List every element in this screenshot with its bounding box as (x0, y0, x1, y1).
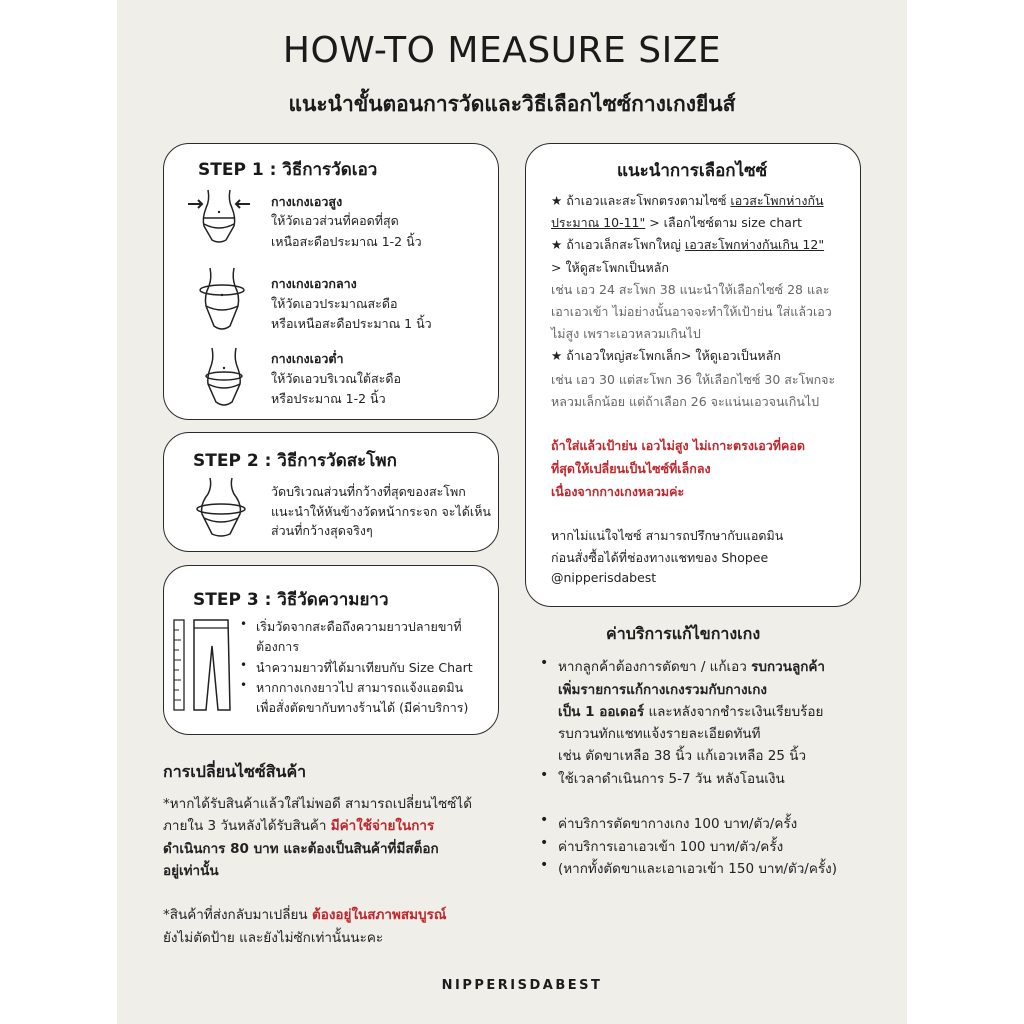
step2-desc-3: ส่วนที่กว้างสุดจริงๆ (271, 523, 373, 538)
step3-bullet-3-l2: เพื่อสั่งตัดขากับทางร้านได้ (มีค่าบริการ) (256, 700, 469, 715)
step3-bullet-3-l1: หากกางเกงยาวไป สามารถแจ้งแอดมิน (256, 680, 464, 695)
service-bullet-1-dot: • (540, 655, 549, 671)
step3-bullet-1-dot: • (240, 617, 248, 631)
service-b1-l3: เป็น 1 ออเดอร์ และหลังจากชำระเงินเรียบร้อย (558, 704, 824, 720)
exchange-p2-l2: ยังไม่ตัดป้าย และยังไม่ซักเท่านั้นนะคะ (163, 930, 384, 946)
page-subtitle: แนะนำขั้นตอนการวัดและวิธีเลือกไซซ์กางเกงยีนส์ (288, 92, 736, 116)
guide-line-9: เช่น เอว 30 แต่สะโพก 36 ให้เลือกไซซ์ 30 สะโพกจะ (551, 372, 836, 387)
mid-waist-title: กางเกงเอวกลาง (271, 276, 357, 291)
step2-title: STEP 2 : วิธีการวัดสะโพก (193, 451, 397, 471)
service-b1-l2: เพิ่มรายการแก้กางเกงรวมกับกางเกง (558, 682, 767, 698)
service-b2: ใช้เวลาดำเนินการ 5-7 วัน หลังโอนเงิน (558, 771, 785, 787)
guide-contact-3: @nipperisdabest (551, 570, 657, 585)
mid-waist-icon (192, 266, 252, 336)
service-bullet-2-dot: • (540, 767, 549, 783)
service-bullet-5-dot: • (540, 857, 549, 873)
guide-warning-3: เนื่องจากกางเกงหลวมค่ะ (551, 484, 685, 499)
high-waist-title: กางเกงเอวสูง (271, 194, 343, 209)
service-b1-l5: เช่น ตัดขาเหลือ 38 นิ้ว แก้เอวเหลือ 25 นิ้ว (558, 748, 807, 764)
exchange-p1-l1: *หากได้รับสินค้าแล้วใส่ไม่พอดี สามารถเปลี่ยนไซซ์ได้ (163, 796, 472, 812)
step3-bullet-1-l1: เริ่มวัดจากสะดือถึงความยาวปลายขาที่ (256, 619, 462, 634)
service-title: ค่าบริการแก้ไขกางเกง (606, 624, 761, 643)
step1-title: STEP 1 : วิธีการวัดเอว (198, 160, 378, 180)
guide-line-4: > ให้ดูสะโพกเป็นหลัก (551, 260, 669, 275)
step3-bullet-2-dot: • (240, 658, 248, 672)
brand-footer: NIPPERISDABEST (441, 978, 603, 993)
service-b1-l1: หากลูกค้าต้องการตัดขา / แก้เอว รบกวนลูกค้า (558, 659, 826, 675)
high-waist-desc-2: เหนือสะดือประมาณ 1-2 นิ้ว (271, 234, 422, 249)
jeans-length-icon (172, 616, 234, 714)
mid-waist-desc-2: หรือเหนือสะดือประมาณ 1 นิ้ว (271, 316, 432, 331)
service-bullet-3-dot: • (540, 812, 549, 828)
guide-line-10: หลวมเล็กน้อย แต่ถ้าเลือก 26 จะแน่นเอวจนเกินไป (551, 394, 820, 409)
guide-line-6: เอาเอวเข้า ไม่อย่างนั้นอาจจะทำให้เป้าย่น ใส่แล้วเอว (551, 304, 832, 319)
mid-waist-desc-1: ให้วัดเอวประมาณสะดือ (271, 296, 398, 311)
exchange-fee-highlight: มีค่าใช้จ่ายในการ (330, 818, 435, 834)
exchange-title: การเปลี่ยนไซซ์สินค้า (163, 762, 307, 781)
low-waist-desc-2: หรือประมาณ 1-2 นิ้ว (271, 391, 386, 406)
page-title: HOW-TO MEASURE SIZE (282, 30, 722, 71)
guide-contact-2: ก่อนสั่งซื้อได้ที่ช่องทางแชทของ Shopee (551, 550, 769, 565)
low-waist-title: กางเกงเอวต่ำ (271, 351, 344, 366)
step3-title: STEP 3 : วิธีวัดความยาว (193, 590, 389, 610)
guide-line-8: ★ ถ้าเอวใหญ่สะโพกเล็ก> ให้ดูเอวเป็นหลัก (551, 348, 781, 363)
step3-bullet-1-l2: ต้องการ (256, 639, 300, 654)
step2-desc-1: วัดบริเวณส่วนที่กว้างที่สุดของสะโพก (271, 484, 466, 499)
exchange-p2-l1: *สินค้าที่ส่งกลับมาเปลี่ยน ต้องอยู่ในสภาพสมบูรณ์ (163, 907, 447, 923)
guide-line-2: ประมาณ 10-11" > เลือกไซซ์ตาม size chart (551, 215, 803, 230)
low-waist-desc-1: ให้วัดเอวบริเวณใต้สะดือ (271, 371, 402, 386)
service-b1-l4: รบกวนทักแชทแจ้งรายละเอียดทันที (558, 726, 761, 742)
guide-line-3: ★ ถ้าเอวเล็กสะโพกใหญ่ เอวสะโพกห่างกันเกิน 12" (551, 237, 825, 252)
guide-line-5: เช่น เอว 24 สะโพก 38 แนะนำให้เลือกไซซ์ 28 และ (551, 282, 830, 297)
guide-line-7: ไม่สูง เพราะเอวหลวมเกินไป (551, 326, 701, 341)
guide-contact-1: หากไม่แน่ใจไซซ์ สามารถปรึกษากับแอดมิน (551, 528, 784, 543)
low-waist-icon (196, 346, 252, 410)
exchange-p1-l4: อยู่เท่านั้น (163, 863, 219, 879)
step2-desc-2: แนะนำให้หันข้างวัดหน้ากระจก จะได้เห็น (271, 504, 491, 519)
size-guide-title: แนะนำการเลือกไซซ์ (617, 161, 768, 181)
exchange-p1-l3: ดำเนินการ 80 บาท และต้องเป็นสินค้าที่มีสต็อก (163, 841, 439, 857)
guide-warning-2: ที่สุดให้เปลี่ยนเป็นไซซ์ที่เล็กลง (551, 461, 711, 476)
guide-line-1: ★ ถ้าเอวและสะโพกตรงตามไซซ์ เอวสะโพกห่างกัน (551, 193, 824, 208)
guide-warning-1: ถ้าใส่แล้วเป้าย่น เอวไม่สูง ไม่เกาะตรงเอวที่คอด (551, 438, 805, 453)
step3-bullet-2-l1: นำความยาวที่ได้มาเทียบกับ Size Chart (256, 660, 473, 675)
high-waist-desc-1: ให้วัดเอวส่วนที่คอดที่สุด (271, 213, 399, 228)
service-b4: ค่าบริการเอาเอวเข้า 100 บาท/ตัว/ครั้ง (558, 839, 784, 855)
service-b3: ค่าบริการตัดขากางเกง 100 บาท/ตัว/ครั้ง (558, 816, 798, 832)
high-waist-icon (186, 186, 252, 248)
exchange-condition-highlight: ต้องอยู่ในสภาพสมบูรณ์ (311, 907, 447, 923)
step3-bullet-3-dot: • (240, 678, 248, 692)
service-b5: (หากทั้งตัดขาและเอาเอวเข้า 150 บาท/ตัว/ครั้ง) (558, 861, 837, 877)
exchange-p1-l2: ภายใน 3 วันหลังได้รับสินค้า มีค่าใช้จ่ายในการ (163, 818, 435, 834)
service-bullet-4-dot: • (540, 835, 549, 851)
hip-measure-icon (190, 476, 252, 540)
